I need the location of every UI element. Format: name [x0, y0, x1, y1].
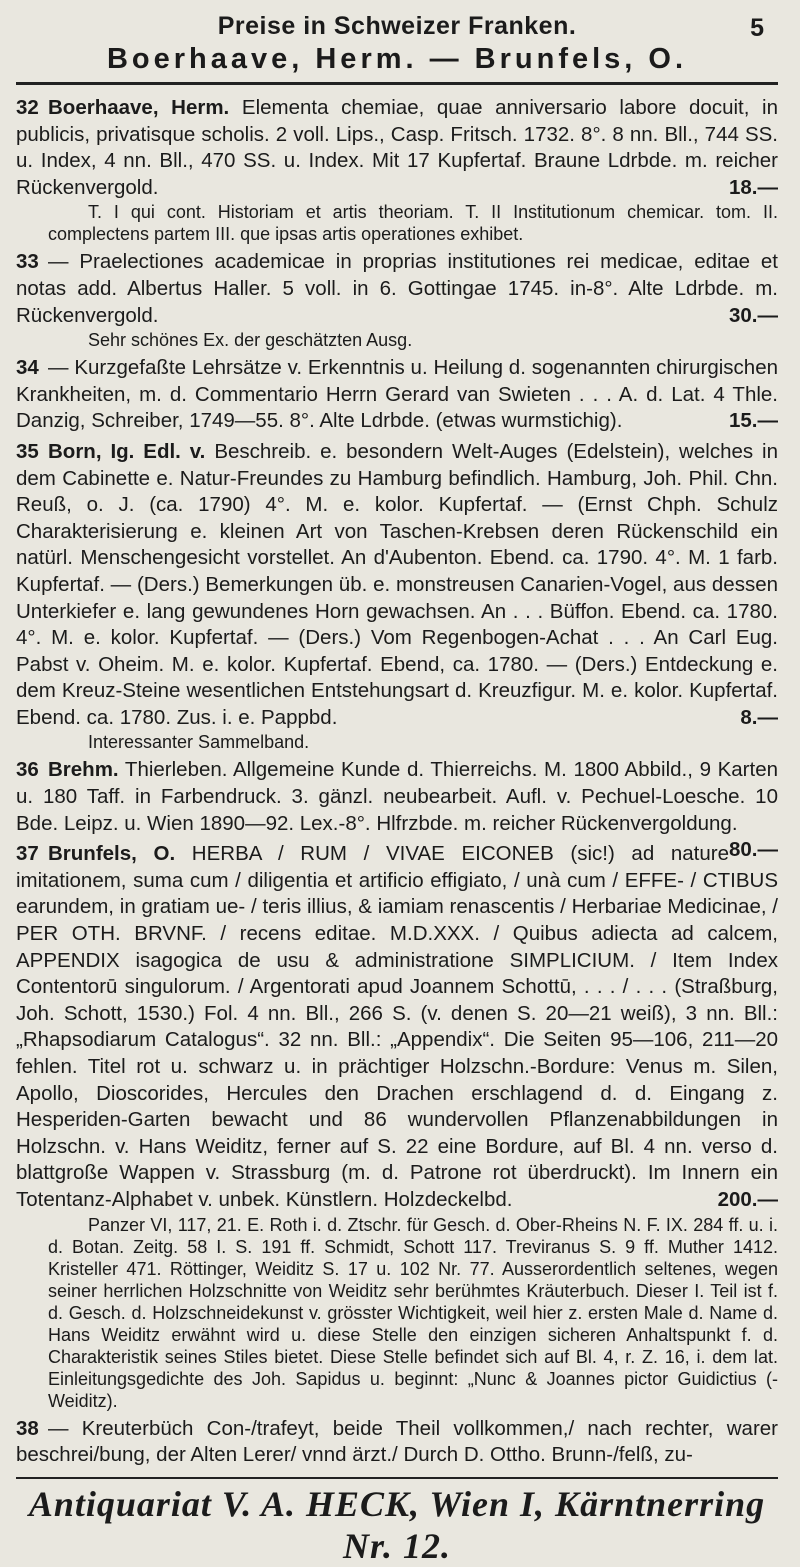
entry-text: Beschreib. e. besondern Welt-Auges (Edelstein), welches in dem Cabinette e. Natur-Freundes zu Hamburg befindlich. Hamburg, Joh. Phil. Chn. Reuß, o. J. (ca. 1790) 4°. M. e. kolor. Kupfertaf. — (Ernst Chph. Schulz Charakterisierung e. kleinen Art von Taschen-Krebsen deren Rückenschild ein natürl. Menschengesicht vorstellet. An d'Aubenton. Ebend. ca. 1790. 4°. M. 1 farb. Kupfertaf. — (Ders.) Bemerkungen üb. e. monstreusen Canarien-Vogel, aus dessen Unterkiefer e. lang gewundenes Horn gewachsen. An . . . Büffon. Ebend. ca. 1780. 4°. M. e. kolor. Kupfertaf. — (Ders.) Vom Regenbogen-Achat . . . An Carl Eug. Pabst v. Oheim. M. e. kolor. Kupfertaf. Ebend, ca. 1780. — (Ders.) Entdeckung e. dem Kreuz-Steine wesentlichen Entstehungsart d. Kreuzfigur. M. e. kolor. Kupfertaf. Ebend. ca. 1780. Zus. i. e. Pappbd.	[16, 439, 779, 729]
entry-number: 35	[16, 439, 39, 463]
entry-text: HERBA / RUM / VIVAE EICONEB (sic!) ad nature imitationem, suma cum / diligentia et artificio effigiato, / unà cum / EFFE- / CTIBUS earundem, in gratiam ue- / teris illius, & iamiam renascentis / Herbariae Medicinae, / PER OTH. BRVNF. / recens editae. M.D.XXX. / Quibus adiecta ad calcem, APPENDIX isagogica de usu & administratione SIMPLICIUM. / Item Index Contentorū singulorum. / Argentorati apud Joannem Schottū, . . . / . . . (Straßburg, Joh. Schott, 1530.) Fol. 4 nn. Bll., 266 S. (v. denen S. 20—21 weiß), 3 nn. Bll.: „Rhapsodiarum Catalogus“. 32 nn. Bll.: „Appendix“. Die Seiten 95—106, 211—20 fehlen. Titel rot u. schwarz u. in prächtiger Holzschn.-Bordure: Venus m. Silen, Apollo, Dioscorides, Hercules den Drachen erschlagend d. d. Eingang z. Hesperiden-Garten bewacht und 86 wundervollen Pflanzenabbildungen in Holzschn. v. Hans Weiditz, ferner auf S. 22 eine Bordure, auf Bl. 4 nn. verso d. blattgroße Wappen v. Strassburg (m. d. Patrone rot überdruckt). Im Innern ein Totentanz-Alphabet v. unbek. Künstlern. Holzdeckelbd.	[16, 842, 778, 1211]
header-rule	[16, 82, 778, 85]
entry-note: Interessanter Sammelband.	[88, 732, 310, 753]
entry-author: Brunfels, O.	[48, 842, 176, 866]
page-header	[16, 12, 778, 76]
entry-text: Thierleben. Allgemeine Kunde d. Thierreichs. M. 1800 Abbild., 9 Karten u. 180 Taff. in Farbendruck. 3. gänzl. neubearbeit. Aufl. v. Pechuel-Loesche. 10 Bde. Leipz. u. Wien 1890—92. Lex.-8°. Hlfrzbde. m. reicher Rückenvergoldung.	[16, 758, 779, 835]
catalogue-entry-35	[16, 439, 778, 754]
entry-note: Sehr schönes Ex. der geschätzten Ausg.	[88, 330, 413, 351]
alphabetical-range: Boerhaave, Herm. — Brunfels, O.	[106, 43, 688, 75]
entry-author: Born, Ig. Edl. v.	[48, 439, 206, 463]
running-title: Preise in Schweizer Franken.	[217, 12, 577, 40]
catalogue-entry-32	[16, 95, 778, 245]
entry-author: Boerhaave, Herm.	[48, 96, 230, 119]
entry-number: 38	[16, 1416, 39, 1440]
entry-price: 15.—	[729, 409, 778, 433]
entry-price: 30.—	[729, 303, 778, 327]
entry-price: 80.—	[729, 838, 778, 862]
entry-author: Brehm.	[48, 758, 119, 782]
publisher-footer: Antiquariat V. A. HECK, Wien I, Kärntnerring Nr. 12.	[28, 1483, 766, 1566]
catalogue-entry-38	[16, 1416, 778, 1469]
entry-number: 34	[16, 356, 39, 380]
entry-number: 32	[16, 96, 39, 119]
entry-note: T. I qui cont. Historiam et artis theoriam. T. II Institutionum chemicar. tom. II. complectens partem III. que ipsas artis operationes exhibet.	[48, 202, 778, 245]
entry-number: 36	[16, 758, 39, 782]
entry-number: 37	[16, 842, 39, 866]
catalogue-entry-37	[16, 841, 778, 1411]
entry-text: — Kreuterbüch Con-/trafeyt, beide Theil vollkommen,/ nach rechter, warer beschrei/bung, der Alten Lerer/ vnnd ärzt./ Durch D. Ottho. Brunn-/felß, zu-	[16, 1416, 778, 1467]
entry-price: 18.—	[729, 175, 778, 199]
catalogue-entry-34	[16, 355, 778, 435]
entry-text: Elementa chemiae, quae anniversario labore docuit, in publicis, privatisque scholis. 2 voll. Lips., Casp. Fritsch. 1732. 8°. 8 nn. Bll., 744 SS. u. Index, 4 nn. Bll., 470 SS. u. Index. Mit 17 Kupfertaf. Braune Ldrbde. m. reicher Rückenvergold.	[16, 96, 778, 199]
footer-rule	[16, 1477, 778, 1479]
entry-note: Panzer VI, 117, 21. E. Roth i. d. Ztschr. für Gesch. d. Ober-Rheins N. F. IX. 284 ff. u. i. d. Botan. Zeitg. 58 I. S. 191 ff. Schmidt, Schott 117. Treviranus S. 9 ff. Muther 1412. Kristeller 471. Röttinger, Weiditz S. 17 u. 102 Nr. 77. Ausserordentlich seltenes, wegen seiner herrlichen Holzschnitte von Weiditz sehr berühmtes Kräuterbuch. Dieser I. Teil ist f. d. Gesch. d. Holzschneidekunst v. grösster Wichtigkeit, weil hier z. ersten Male d. Name d. Hans Weiditz erwähnt wird u. diese Stelle den einzigen sicheren Anhaltspunkt f. d. Charakteristik seines Stiles bietet. Diese Stelle befindet sich auf Bl. 4, r. Z. 16, i. dem lat. Einleitungsgedichte des Joh. Sapidus u. beginnt: „Nunc & Joannes pictor Guidictius (-Weiditz).	[48, 1214, 778, 1411]
entry-price: 200.—	[717, 1187, 778, 1211]
entry-text: — Kurzgefaßte Lehrsätze v. Erkenntnis u. Heilung d. sogenannten chirurgischen Krankheiten, m. d. Commentario Herrn Gerard van Swieten . . . A. d. Lat. 4 Thle. Danzig, Schreiber, 1749—55. 8°. Alte Ldrbde. (etwas wurmstichig).	[16, 356, 778, 433]
page-number: 5	[750, 14, 764, 42]
entry-number: 33	[16, 250, 39, 274]
catalogue-entry-33	[16, 249, 778, 351]
entry-price: 8.—	[740, 705, 778, 729]
entry-text: — Praelectiones academicae in proprias institutiones rei medicae, editae et notas add. Albertus Haller. 5 voll. in 6. Gottingae 1745. in-8°. Alte Ldrbde. m. Rückenvergold.	[16, 250, 778, 327]
